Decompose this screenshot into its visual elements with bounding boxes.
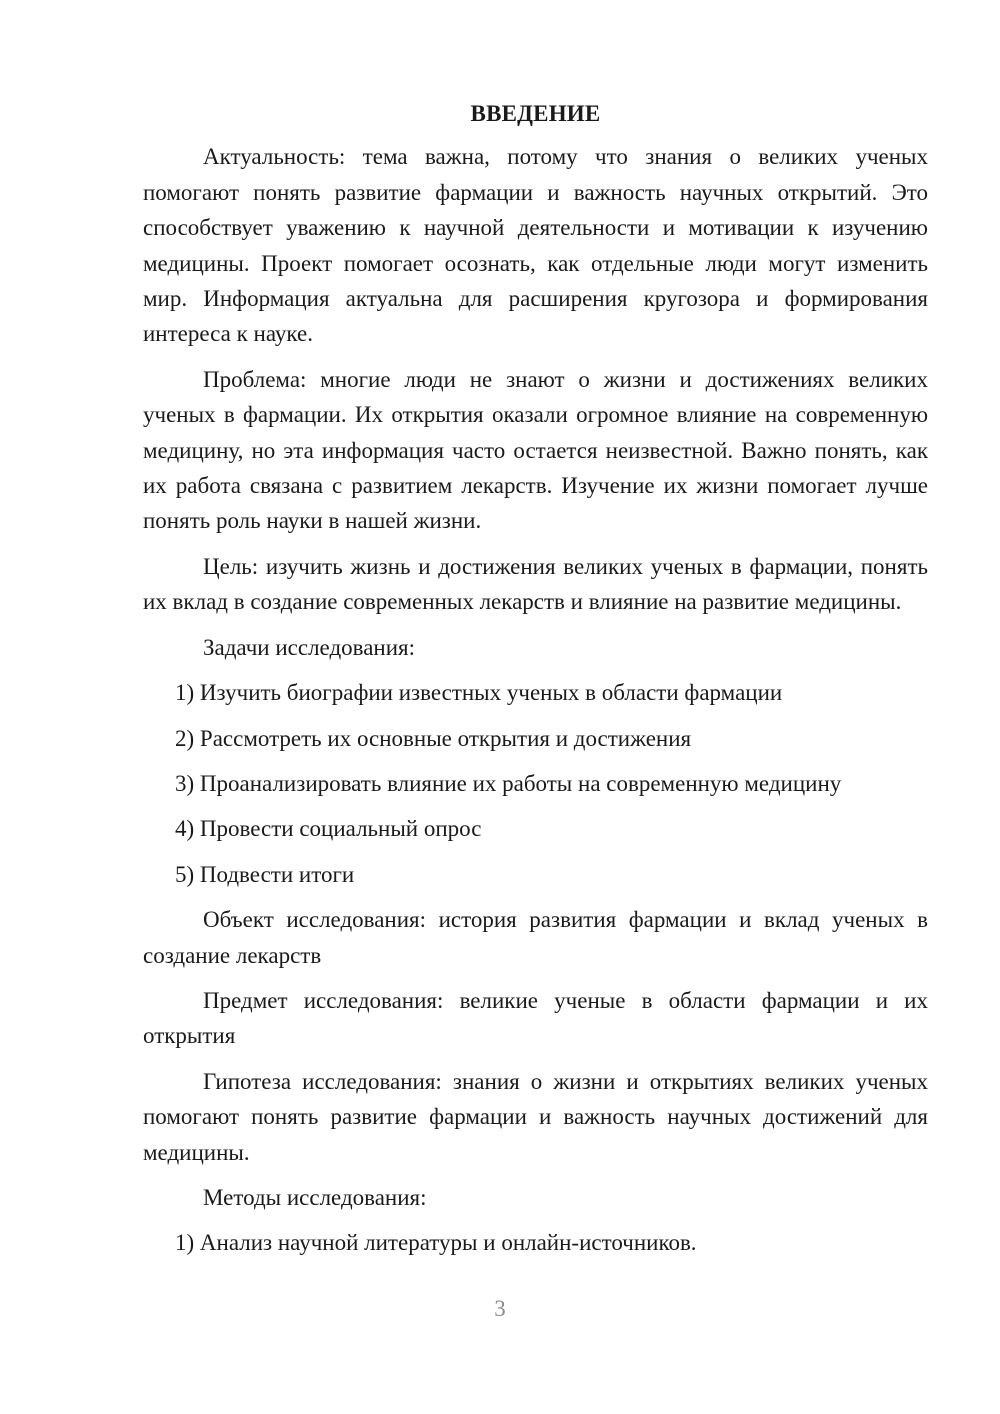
list-item: 3) Проанализировать влияние их работы на современную медицину xyxy=(175,770,842,796)
hypothesis-paragraph: Гипотеза исследования: знания о жизни и открытиях великих ученых помогают понять развитие фармации и важность научных достижений для медицины. xyxy=(143,1068,928,1165)
object-paragraph: Объект исследования: история развития фармации и вклад ученых в создание лекарств xyxy=(143,907,928,968)
tasks-heading: Задачи исследования: xyxy=(203,634,416,660)
page-number: 3 xyxy=(494,1296,506,1321)
list-item: 4) Провести социальный опрос xyxy=(175,816,482,842)
methods-heading: Методы исследования: xyxy=(203,1184,427,1210)
list-item: 1) Изучить биографии известных ученых в области фармации xyxy=(175,680,783,706)
page-title: ВВЕДЕНИЕ xyxy=(470,101,601,126)
problem-paragraph: Проблема: многие люди не знают о жизни и достижениях великих ученых в фармации. Их открытия оказали огромное влияние на современную медицину, но эта информация часто остается неизвестной. Важно понять, как их работа связана с развитием лекарств. Изучение их жизни помогает лучше понять роль науки в нашей жизни. xyxy=(143,366,928,534)
methods-list xyxy=(143,1225,928,1260)
list-item: 5) Подвести итоги xyxy=(175,861,355,887)
goal-paragraph: Цель: изучить жизнь и достижения великих ученых в фармации, понять их вклад в создание современных лекарств и влияние на развитие медицины. xyxy=(143,553,928,615)
list-item: 1) Анализ научной литературы и онлайн-источников. xyxy=(175,1230,697,1256)
list-item: 2) Рассмотреть их основные открытия и достижения xyxy=(175,725,692,751)
subject-paragraph: Предмет исследования: великие ученые в области фармации и их открытия xyxy=(143,987,928,1049)
tasks-list xyxy=(143,675,928,892)
document-page xyxy=(143,96,928,1271)
relevance-paragraph: Актуальность: тема важна, потому что знания о великих ученых помогают понять развитие фармации и важность научных открытий. Это способствует уважению к научной деятельности и мотивации к изучению медицины. Проект помогает осознать, как отдельные люди могут изменить мир. Информация актуальна для расширения кругозора и формирования интереса к науке. xyxy=(143,144,928,347)
